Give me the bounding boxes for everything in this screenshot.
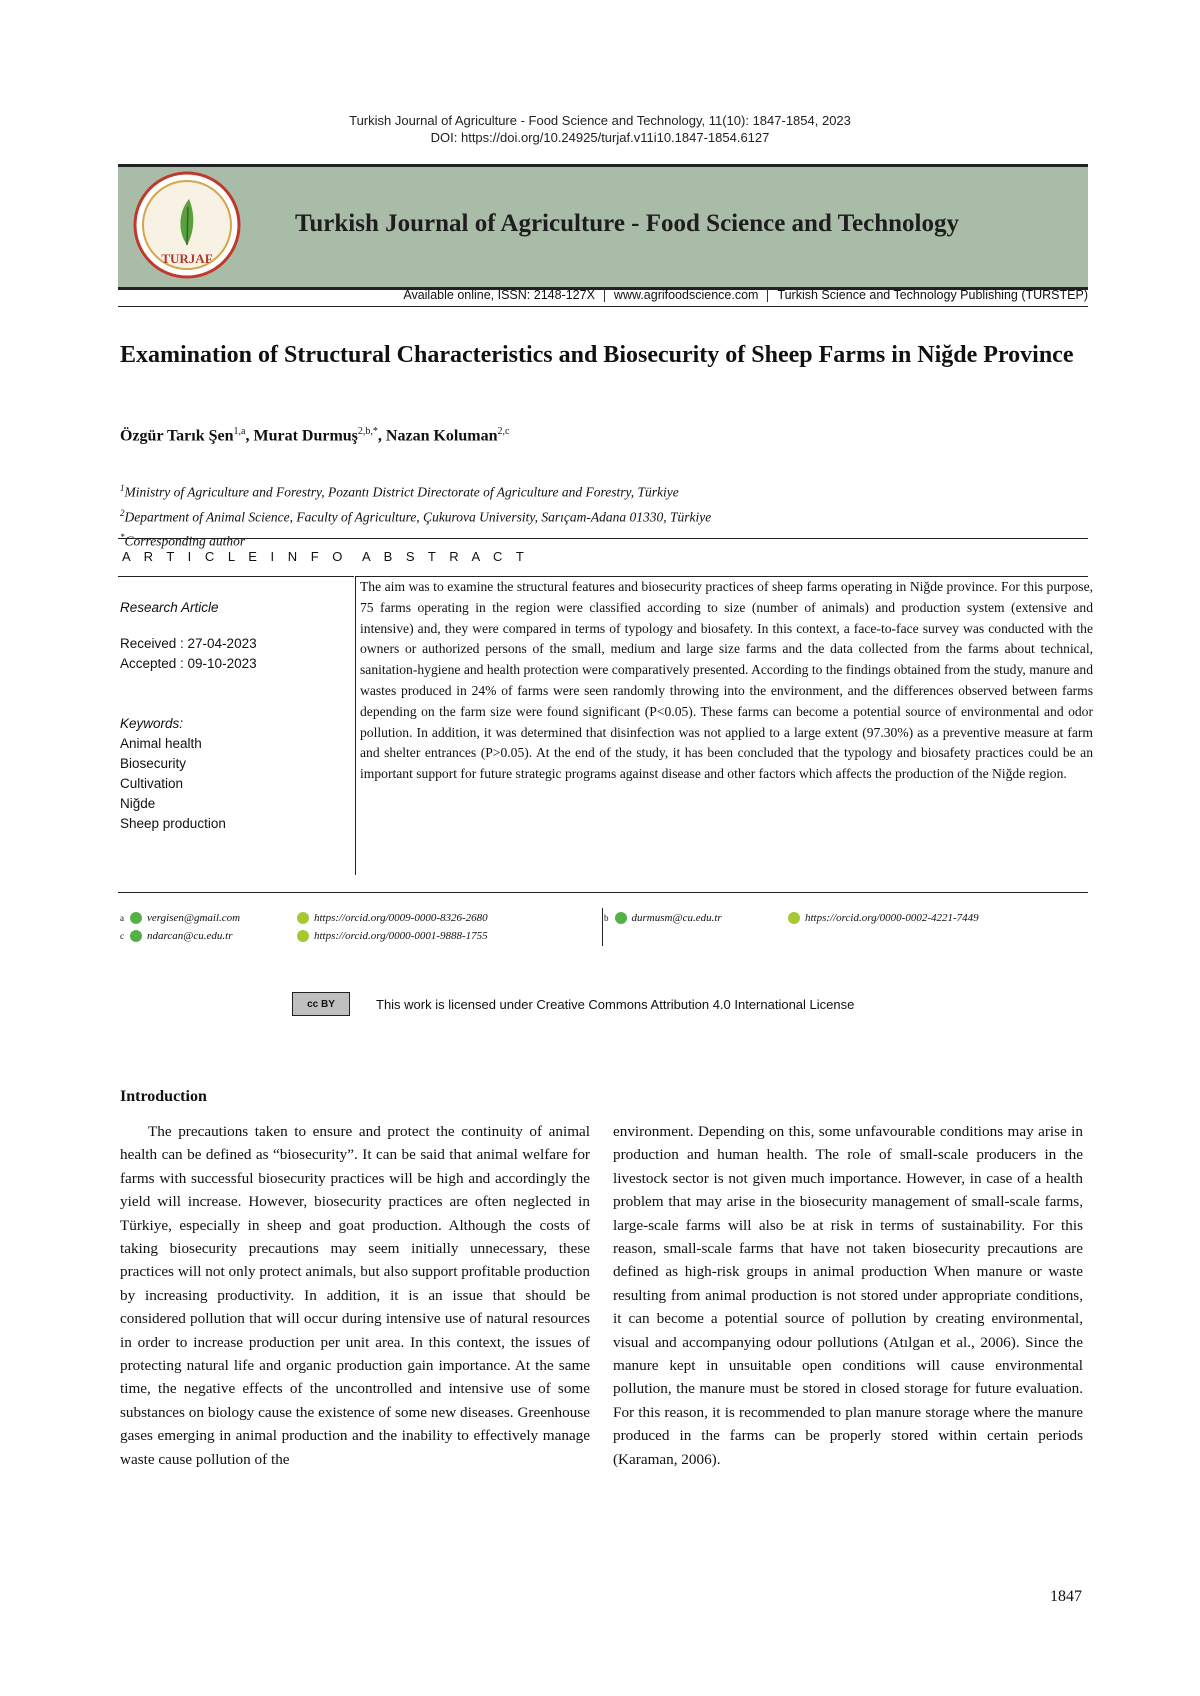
license-text: This work is licensed under Creative Commons Attribution 4.0 International License	[376, 996, 855, 1012]
article-title: Examination of Structural Characteristics and Biosecurity of Sheep Farms in Niğde Province	[120, 342, 1074, 368]
journal-logo	[133, 171, 241, 279]
author-sup: 1,a	[233, 426, 246, 437]
article-info	[120, 586, 345, 834]
author-name: Murat Durmuş	[253, 427, 358, 445]
license-notice	[292, 992, 854, 1016]
affiliation-1: $^1$Ministry of Agriculture and Forestry, Pozantı District Directorate of Agriculture and Forestry, Türkiye	[120, 483, 679, 500]
page-number: 1847	[1050, 1588, 1082, 1605]
keyword: Niğde	[120, 796, 156, 811]
contact-a-orcid[interactable]: https://orcid.org/0009-0000-8326-2680	[297, 912, 488, 924]
publisher-name: Turkish Science and Technology Publishing (TURSTEP)	[777, 288, 1088, 302]
logo-text: TURJAF	[161, 251, 213, 266]
orcid-icon	[297, 930, 309, 942]
contact-a-email[interactable]: a vergisen@gmail.com	[120, 912, 241, 924]
section-heading: Introduction	[120, 1088, 207, 1105]
paragraph: The precautions taken to ensure and protect the continuity of animal health can be defined as “biosecurity”. It can be said that animal welfare for farms with successful biosecurity practices will be high and accordingly the yield will increase. However, biosecurity practices are often neglected in Türkiye, especially in sheep and goat production. Although the costs of taking biosecurity precautions may seem initially unnecessary, these practices will not only protect animals, but also support profitable production by increasing productivity. In addition, it is an issue that should be considered pollution that will occur during intensive use of natural resources in order to increase production per unit area. In this context, the issues of protecting natural life and organic production gain importance. At the same time, the negative effects of the uncontrolled and intensive use of some substances on biology cause the existence of some new diseases. Greenhouse gases emerging in animal production and the inability to effectively manage waste cause pollution of the	[120, 1123, 590, 1468]
affiliation-2: $^2$Department of Animal Science, Faculty of Agriculture, Çukurova University, Sarıçam-Adana 01330, Türkiye	[120, 507, 712, 524]
availability-bar	[118, 284, 1088, 307]
keyword: Biosecurity	[120, 756, 187, 771]
orcid-icon	[788, 912, 800, 924]
orcid-icon	[297, 912, 309, 924]
website-link[interactable]: www.agrifoodscience.com	[605, 288, 769, 302]
contact-c-orcid[interactable]: https://orcid.org/0000-0001-9888-1755	[297, 930, 488, 942]
contact-b-email[interactable]: b durmusm@cu.edu.tr	[604, 912, 722, 924]
citation-line: Turkish Journal of Agriculture - Food Science and Technology, 11(10): 1847-1854, 2023	[349, 113, 851, 128]
divider	[118, 892, 1088, 893]
journal-title: Turkish Journal of Agriculture - Food Science and Technology	[295, 210, 959, 237]
contact-b-orcid[interactable]: https://orcid.org/0000-0002-4221-7449	[788, 912, 979, 924]
author-sup: 2,b,*	[357, 426, 378, 437]
keyword: Sheep production	[120, 816, 226, 831]
abstract-heading: A B S T R A C T	[362, 549, 529, 564]
keywords-label: Keywords:	[120, 716, 184, 731]
abstract-text: The aim was to examine the structural features and biosecurity practices of sheep farms operating in Niğde province. For this purpose, 75 farms operating in the region were classified according to size (number of animals) and production system (extensive and intensive) and, they were compared in terms of typology and biosafety. In this context, a face-to-face survey was conducted with the owners or authorized persons of the small, medium and large size farms and the data collected from the farms about technical, sanitation-hygiene and health protection were comparatively presented. According to the findings obtained from the study, manure and wastes produced in 24% of farms were seen randomly throwing into the environment, and the differences observed between farms depending on the farm size were found significant (P<0.05). These farms can become a potential source of environmental and odor pollution. In addition, it was determined that disinfection was not applied to a large extent (97.30%) as a preventive measure at farm and shelter entrances (P>0.05). At the end of the study, it has been concluded that the typology and biosafety practices could be an important support for future strategic programs against disease and other factors which affects the production of the Niğde region.	[355, 577, 1093, 875]
paragraph: environment. Depending on this, some unfavourable conditions may arise in production and human health. The role of small-scale producers in the livestock sector is not given much importance. However, in case of a health problem that may arise in the biosecurity management of small-scale farms, large-scale farms will also be at risk in terms of sustainability. For this reason, small-scale farms that have not taken biosecurity precautions are defined as high-risk groups in animal production When manure or waste resulting from animal production is not stored under appropriate conditions, it can become a potential source of pollution by creating environmental, visual and accompanying odour pollutions (Atılgan et al., 2006). Since the manure kept in unsuitable open conditions will cause environmental pollution, the manure must be stored in closed storage for future evaluation. For this reason, it is recommended to plan manure storage where the manure produced in the farms can be properly stored within certain periods (Karaman, 2006).	[613, 1123, 1083, 1468]
email-icon	[130, 930, 142, 942]
accepted-date: Accepted : 09-10-2023	[120, 656, 257, 671]
keyword: Cultivation	[120, 776, 184, 791]
divider	[118, 576, 354, 577]
article-type: Research Article	[120, 600, 219, 615]
author-name: Nazan Koluman	[385, 427, 498, 445]
email-icon	[130, 912, 142, 924]
doi-link[interactable]: DOI: https://doi.org/10.24925/turjaf.v11i10.1847-1854.6127	[430, 130, 770, 145]
author-sup: 2,c	[497, 426, 510, 437]
contact-divider	[602, 908, 603, 946]
article-info-heading: A R T I C L E I N F O	[122, 549, 348, 564]
keyword: Animal health	[120, 736, 202, 751]
author-list: Özgür Tarık Şen$^{1,a}$, Murat Durmuş$^{2,b,*}$, Nazan Koluman$^{2,c}$	[120, 426, 510, 445]
divider	[118, 538, 1088, 539]
running-header	[0, 112, 1200, 146]
contact-c-email[interactable]: c ndarcan@cu.edu.tr	[120, 930, 233, 942]
cc-by-badge[interactable]: cc BY	[292, 992, 350, 1016]
body-column-left	[120, 1120, 590, 1471]
body-column-right	[613, 1120, 1083, 1471]
issn-info: Available online, ISSN: 2148-127X	[394, 288, 605, 302]
email-icon	[615, 912, 627, 924]
author-name: Özgür Tarık Şen	[120, 427, 234, 445]
affiliations	[120, 478, 711, 552]
received-date: Received : 27-04-2023	[120, 636, 257, 651]
corresponding-note: *Corresponding author	[120, 532, 246, 549]
